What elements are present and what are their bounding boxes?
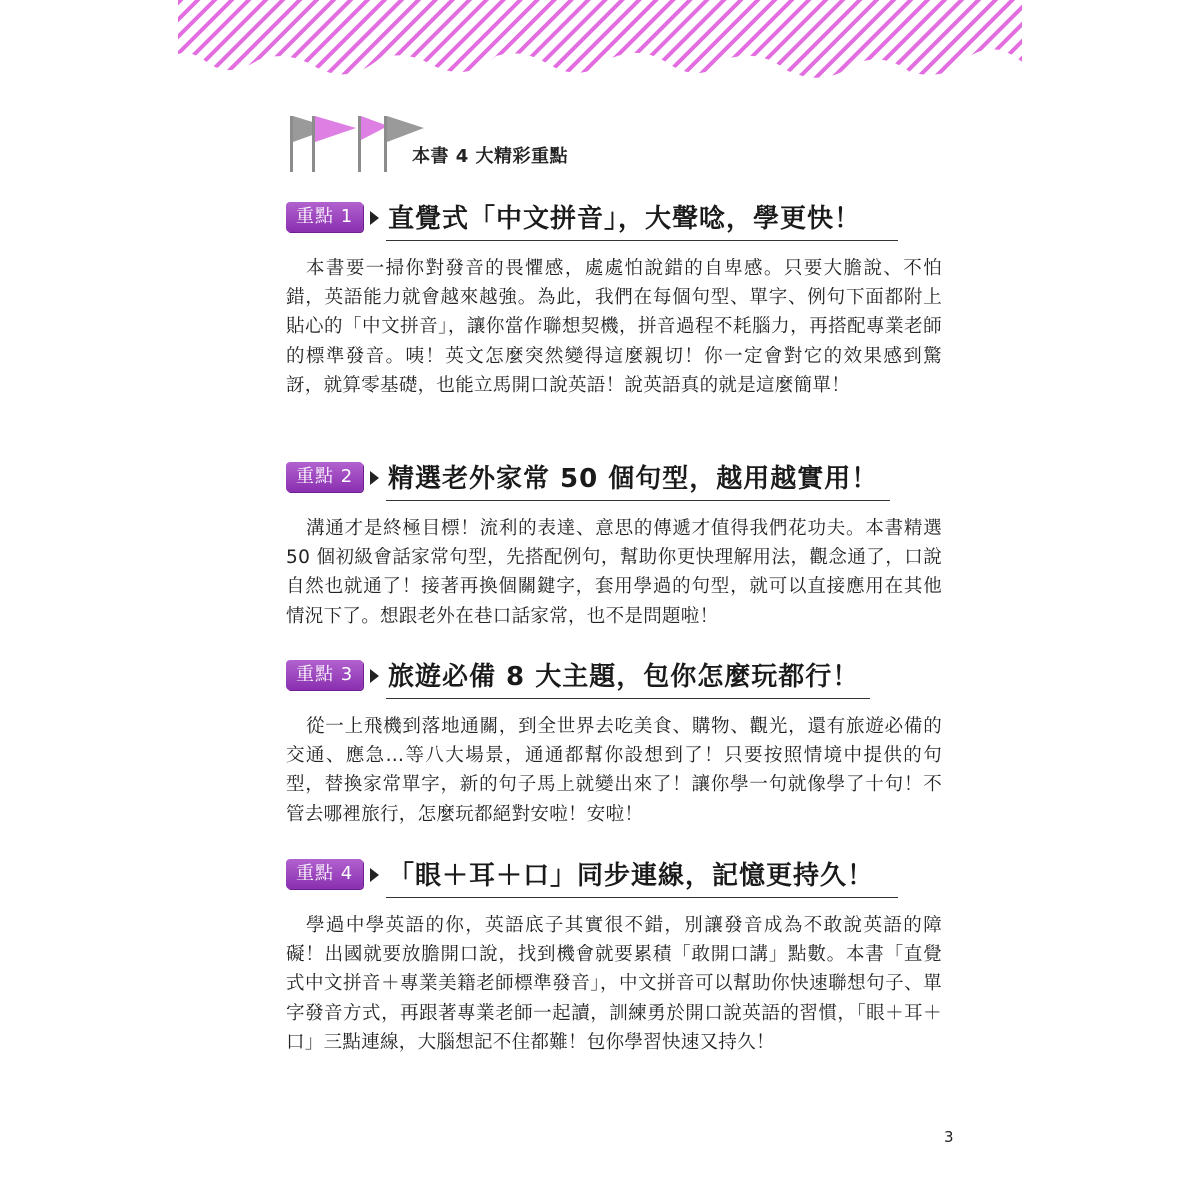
section-title: 直覺式「中文拼音」，大聲唸，學更快！ <box>388 204 862 234</box>
title-underline <box>386 897 898 898</box>
section-heading <box>286 458 906 498</box>
book-title: 本書 4 大精彩重點 <box>412 146 569 167</box>
section-heading <box>286 198 906 238</box>
highlight-section-3 <box>286 656 942 836</box>
section-badge: 重點 1 <box>286 202 363 232</box>
page-number: 3 <box>944 1128 954 1146</box>
highlight-section-1 <box>286 198 942 438</box>
section-heading <box>286 855 906 895</box>
section-title: 精選老外家常 50 個句型，越用越實用！ <box>388 464 879 494</box>
arrow-right-icon <box>370 868 379 882</box>
section-heading <box>286 656 906 696</box>
section-body: 從一上飛機到落地通關，到全世界去吃美食、購物、觀光，還有旅遊必備的交通、應急…等八大場景，通通都幫你設想到了！只要按照情境中提供的句型，替換家常單字，新的句子馬上就變出來了！讓你學一句就像學了十句！不管去哪裡旅行，怎麼玩都絕對安啦！安啦！ <box>286 716 942 825</box>
section-badge: 重點 3 <box>286 660 363 690</box>
arrow-right-icon <box>370 669 379 683</box>
title-underline <box>386 500 890 501</box>
book-page <box>178 0 1022 1200</box>
section-badge: 重點 4 <box>286 859 363 889</box>
section-badge: 重點 2 <box>286 462 363 492</box>
title-underline <box>386 240 898 241</box>
highlight-section-4 <box>286 855 942 1095</box>
arrow-right-icon <box>370 211 379 225</box>
arrow-right-icon <box>370 471 379 485</box>
section-body: 本書要一掃你對發音的畏懼感，處處怕說錯的自卑感。只要大膽說、不怕錯，英語能力就會越來越強。為此，我們在每個句型、單字、例句下面都附上貼心的「中文拼音」，讓你當作聯想契機，拼音過程不耗腦力，再搭配專業老師的標準發音。咦！英文怎麼突然變得這麼親切！你一定會對它的效果感到驚訝，就算零基礎，也能立馬開口說英語！說英語真的就是這麼簡單！ <box>286 258 942 396</box>
flag-icon <box>288 112 428 174</box>
title-underline <box>386 698 870 699</box>
section-title: 旅遊必備 8 大主題，包你怎麼玩都行！ <box>388 662 860 692</box>
striped-header-decoration <box>178 0 1022 90</box>
section-body: 溝通才是終極目標！流利的表達、意思的傳遞才值得我們花功夫。本書精選 50 個初級會話家常句型，先搭配例句，幫助你更快理解用法，觀念通了，口說自然也就通了！接著再換個關鍵字，套用學過的句型，就可以直接應用在其他情況下了。想跟老外在巷口話家常，也不是問題啦！ <box>286 518 942 627</box>
highlight-section-2 <box>286 458 942 638</box>
section-body: 學過中學英語的你，英語底子其實很不錯，別讓發音成為不敢說英語的障礙！出國就要放膽開口說，找到機會就要累積「敢開口講」點數。本書「直覺式中文拼音＋專業美籍老師標準發音」，中文拼音可以幫助你快速聯想句子、單字發音方式，再跟著專業老師一起讀，訓練勇於開口說英語的習慣，「眼＋耳＋口」三點連線，大腦想記不住都難！包你學習快速又持久！ <box>286 915 942 1053</box>
section-title: 「眼＋耳＋口」同步連線，記憶更持久！ <box>388 861 875 891</box>
